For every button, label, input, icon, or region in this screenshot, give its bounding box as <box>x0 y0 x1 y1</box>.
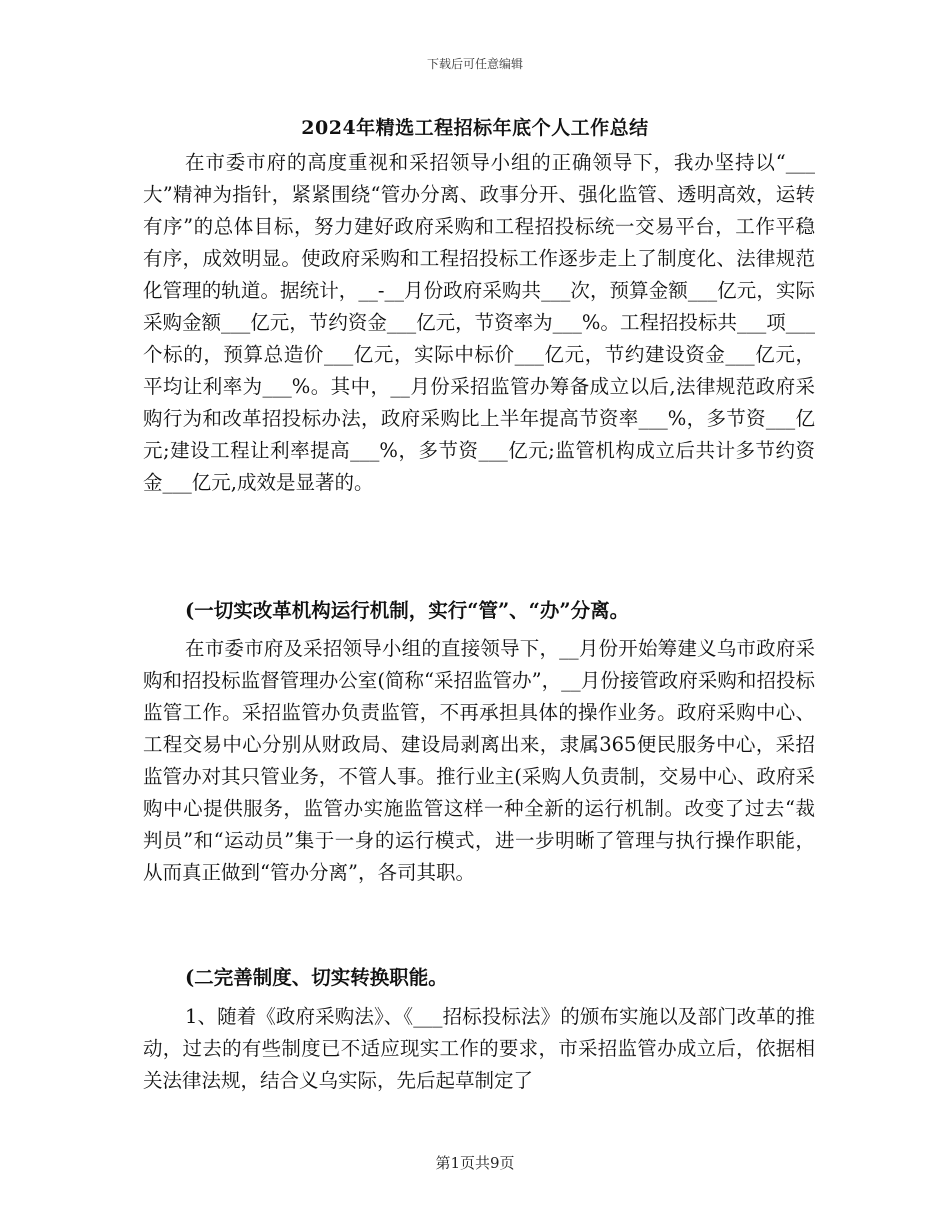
document-title: 2024年精选工程招标年底个人工作总结 <box>301 117 649 139</box>
page-footer <box>0 1152 950 1173</box>
section-heading-2: (二完善制度、切实转换职能。 <box>185 966 448 989</box>
paragraph-intro: 在市委市府的高度重视和采招领导小组的正确领导下，我办坚持以“___大”精神为指针，紧紧围绕“管办分离、政事分开、强化监管、透明高效，运转有序”的总体目标，努力建好政府采购和工程招投标统一交易平台，工作平稳有序，成效明显。使政府采购和工程招投标工作逐步走上了制度化、法律规范化管理的轨道。据统计，__-__月份政府采购共___次，预算金额___亿元，实际采购金额___亿元，节约资金___亿元，节资率为___%。工程招投标共___项___个标的，预算总造价___亿元，实际中标价___亿元，节约建设资金___亿元，平均让利率为___%。其中，__月份采招监管办筹备成立以后,法律规范政府采购行为和改革招投标办法，政府采购比上半年提高节资率___%，多节资___亿元;建设工程让利率提高___%，多节资___亿元;监管机构成立后共计多节约资金___亿元,成效是显著的。 <box>143 151 815 494</box>
section-heading-1: (一切实改革机构运行机制，实行“管”、“办”分离。 <box>185 599 630 622</box>
paragraph-section-1: 在市委市府及采招领导小组的直接领导下，__月份开始筹建义乌市政府采购和招投标监督管理办公室(简称“采招监管办”，__月份接管政府采购和招投标监管工作。采招监管办负责监管，不再承担具体的操作业务。政府采购中心、工程交易中心分别从财政局、建设局剥离出来，隶属365便民服务中心，采招监管办对其只管业务，不管人事。推行业主(采购人负责制，交易中心、政府采购中心提供服务，监管办实施监管这样一种全新的运行机制。改变了过去“裁判员”和“运动员”集于一身的运行模式，进一步明晰了管理与执行操作职能，从而真正做到“管办分离”，各司其职。 <box>143 637 815 884</box>
header-note: 下载后可任意编辑 <box>426 57 523 71</box>
page-number-label: 第1页共9页 <box>435 1154 515 1172</box>
paragraph-section-2-item-1: 1、随着《政府采购法》、《___招标投标法》的颁布实施以及部门改革的推动，过去的有些制度已不适应现实工作的要求，市采招监管办成立后，依据相关法律法规，结合义乌实际，先后起草制定了 <box>143 1005 815 1092</box>
